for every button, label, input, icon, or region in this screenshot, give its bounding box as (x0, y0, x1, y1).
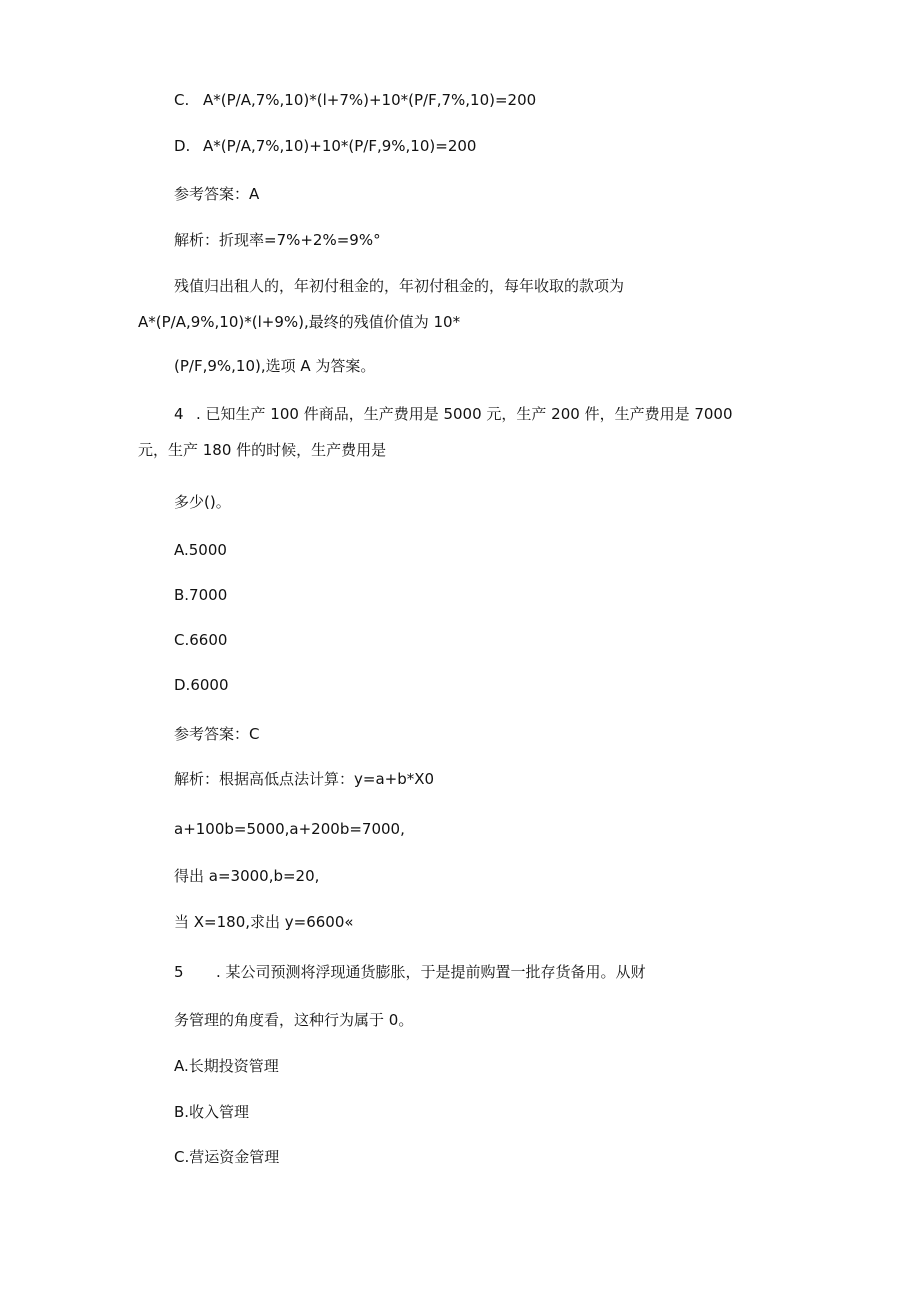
q4-analysis-line-1: 解析：根据高低点法计算：y=a+b*X0 (174, 770, 435, 788)
q5-stem-text-1: . 某公司预测将浮现通货膨胀，于是提前购置一批存货备用。从财 (216, 963, 646, 981)
q3-analysis-line-3: A*(P/A,9%,10)*(l+9%),最终的残值价值为 10* (138, 313, 461, 331)
q3-option-c-label: C. (174, 91, 190, 109)
q5-number: 5 (174, 963, 184, 981)
q5-stem-line-1 (174, 962, 646, 982)
q3-option-c-text: A*(P/A,7%,10)*(l+7%)+10*(P/F,7%,10)=200 (203, 91, 537, 109)
q3-answer: 参考答案：A (174, 185, 260, 203)
q5-option-c: C.营运资金管理 (174, 1148, 280, 1166)
q4-stem-line-1 (174, 404, 733, 424)
q4-option-b: B.7000 (174, 586, 228, 604)
q3-option-d-text: A*(P/A,7%,10)+10*(P/F,9%,10)=200 (203, 137, 477, 155)
q3-analysis-line-4: (P/F,9%,10),选项 A 为答案。 (174, 357, 376, 375)
q4-analysis-line-2: a+100b=5000,a+200b=7000, (174, 820, 405, 838)
q4-analysis-line-4: 当 X=180,求出 y=6600« (174, 913, 354, 931)
q3-analysis-line-1: 解析：折现率=7%+2%=9%° (174, 231, 381, 249)
q3-analysis-line-2: 残值归出租人的，年初付租金的，年初付租金的，每年收取的款项为 (174, 277, 625, 295)
q5-option-a: A.长期投资管理 (174, 1057, 279, 1075)
q3-option-d (174, 136, 476, 156)
q4-option-d: D.6000 (174, 676, 229, 694)
q4-option-c: C.6600 (174, 631, 228, 649)
q4-stem-text-1: . 已知生产 100 件商品，生产费用是 5000 元，生产 200 件，生产费用是 7000 (196, 405, 733, 423)
q3-option-c (174, 90, 536, 110)
q4-stem-line-3: 多少()。 (174, 493, 231, 511)
q5-stem-line-2: 务管理的角度看，这种行为属于 0。 (174, 1011, 414, 1029)
q5-option-b: B.收入管理 (174, 1103, 250, 1121)
q3-option-d-label: D. (174, 137, 191, 155)
q4-option-a: A.5000 (174, 541, 227, 559)
q4-analysis-line-3: 得出 a=3000,b=20, (174, 867, 320, 885)
q4-number: 4 (174, 405, 184, 423)
q4-stem-line-2: 元，生产 180 件的时候，生产费用是 (138, 441, 387, 459)
q4-answer: 参考答案：C (174, 725, 260, 743)
